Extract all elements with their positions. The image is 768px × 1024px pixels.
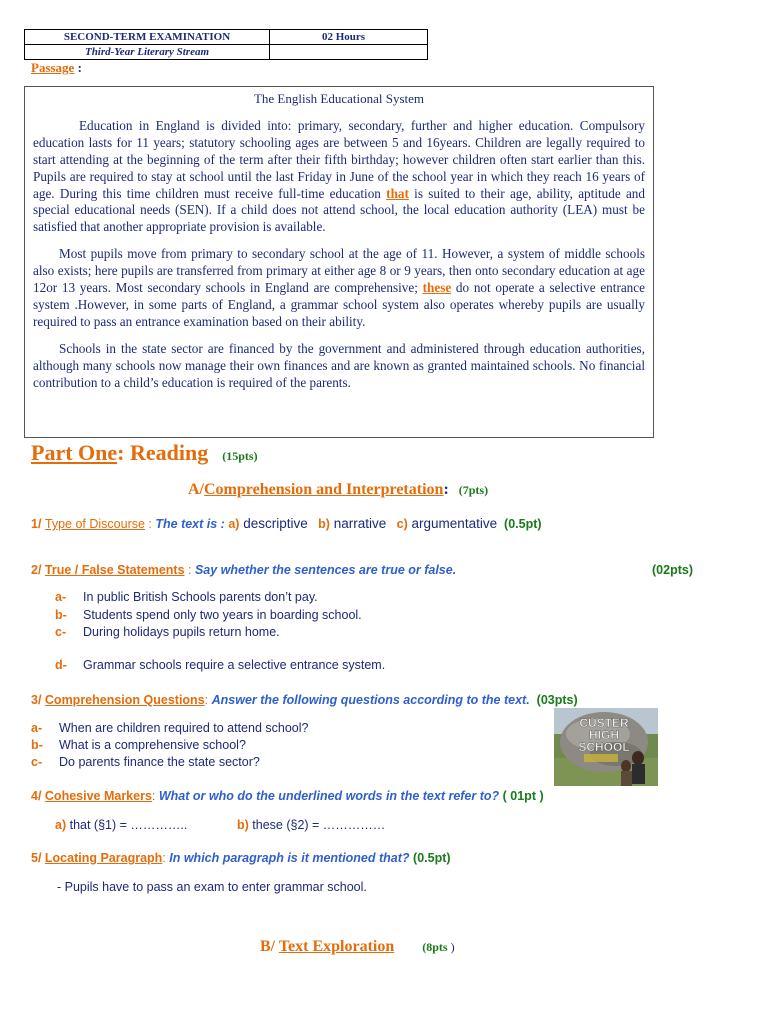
school-rock-photo-image — [554, 708, 658, 786]
question-5: 5/ Locating Paragraph: In which paragraph is it mentioned that? (0.5pt) — [31, 851, 451, 865]
passage-paragraph-3: Schools in the state sector are financed by the government and administered through education authorities, although many schools now manage their own finances and are known as granted maintained schools. No financial contribution to a child’s education is required of the parents. — [33, 340, 645, 390]
question-2-points: (02pts) — [652, 563, 693, 577]
question-3-item: a- When are children required to attend school? — [31, 721, 309, 735]
section-b-heading: B/ Text Exploration (8pts ) — [260, 938, 455, 955]
question-3-item: b- What is a comprehensive school? — [31, 738, 246, 752]
question-4-answers: a) that (§1) = ………….. — [55, 818, 188, 832]
tf-item: d- Grammar schools require a selective entrance system. — [55, 658, 386, 672]
section-a-heading: A/Comprehension and Interpretation: (7pts) — [188, 481, 489, 498]
passage-paragraph-2: Most pupils move from primary to secondary school at the age of 11. However, a system of middle schools also exists; here pupils are transferred from primary at either age 8 or 9 years, then onto secondary education at age 12or 13 years. Most secondary schools in England are comprehensive; these do not operate a selective entrance system .However, in some parts of England, a grammar school system also operates whereby pupils are usually required to pass an entrance examination based on their ability. — [33, 246, 645, 329]
question-2: 2/ True / False Statements : Say whether the sentences are true or false. — [31, 563, 457, 577]
section-a-points: (7pts) — [458, 483, 489, 497]
exam-header-table — [24, 29, 428, 60]
passage-title: The English Educational System — [253, 91, 425, 106]
passage-label: Passage : — [31, 60, 82, 75]
underlined-word-these: these — [422, 280, 452, 296]
rock-text-line-1: CUSTER — [579, 716, 629, 730]
question-1: 1/ Type of Discourse : The text is : a) descriptive b) narrative c) argumentative (0.5pt) — [31, 516, 542, 531]
underlined-word-that: that — [386, 185, 409, 201]
passage-box — [24, 86, 654, 438]
exam-stream: Third-Year Literary Stream — [84, 46, 210, 58]
tf-item: a- In public British Schools parents don’t pay. — [55, 590, 318, 604]
question-3-item: c- Do parents finance the state sector? — [31, 755, 260, 769]
part-one-points: (15pts) — [222, 449, 258, 463]
question-4-answer-b: b) these (§2) = …………… — [237, 818, 386, 832]
exam-duration: 02 Hours — [270, 30, 427, 59]
exam-title: SECOND-TERM EXAMINATION — [25, 30, 269, 45]
passage-paragraph-1: Education in England is divided into: primary, secondary, further and higher education. Compulsory education lasts for 11 years; statutory schooling ages are between 5 and 16years. Children are legally required to start attending at the beginning of the term after their fifth birthday; however children often start earlier than this. Pupils are required to stay at school until the last Friday in June of the school year in which they reach 16 years of age. During this time children must receive full-time education that is suited to their age, ability, aptitude and special educational needs (SEN). If a child does not attend school, the local education authority (LEA) must be satisfied that another appropriate provision is available. — [33, 117, 645, 235]
question-4: 4/ Cohesive Markers: What or who do the underlined words in the text refer to? ( 01pt ) — [31, 789, 544, 803]
rock-text-line-2: HIGH — [589, 728, 619, 742]
section-b-points: (8pts ) — [422, 940, 455, 954]
question-5-statement: - Pupils have to pass an exam to enter grammar school. — [57, 880, 367, 894]
exam-header-left — [25, 30, 270, 59]
part-one-heading: Part One: Reading (15pts) — [31, 440, 258, 465]
tf-item: b- Students spend only two years in boarding school. — [55, 608, 362, 622]
rock-text-line-3: SCHOOL — [578, 740, 630, 754]
school-rock-photo — [554, 708, 658, 786]
question-3: 3/ Comprehension Questions: Answer the following questions according to the text. (03pts) — [31, 693, 578, 707]
tf-item: c- During holidays pupils return home. — [55, 625, 280, 639]
